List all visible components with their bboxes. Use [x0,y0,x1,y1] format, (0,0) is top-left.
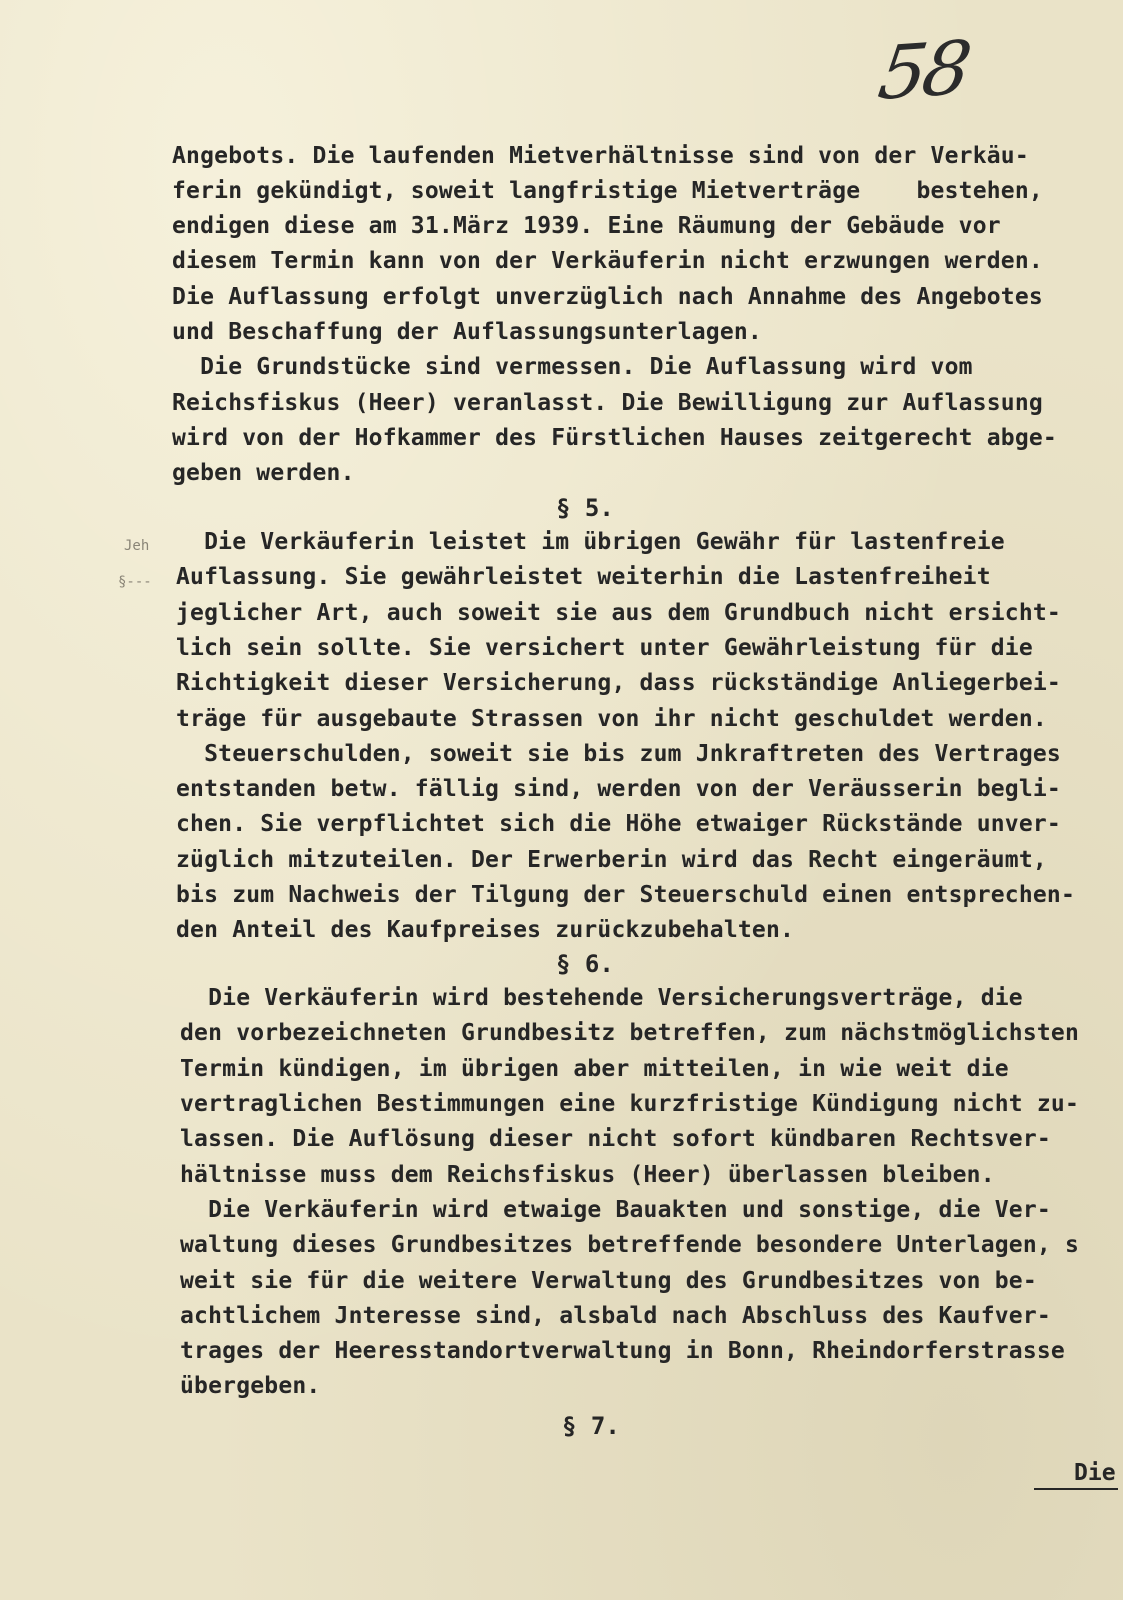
text-line: diesem Termin kann von der Verkäuferin nicht erzwungen werden. [172,248,1043,274]
text-line: den vorbezeichneten Grundbesitz betreffen, zum nächstmöglichsten [180,1020,1080,1046]
section-heading-6: § 6. [556,950,614,978]
section-heading-7: § 7. [562,1412,620,1440]
text-line: träge für ausgebaute Strassen von ihr nicht geschuldet werden. [176,706,1047,732]
text-line: Die Verkäuferin leistet im übrigen Gewähr für lastenfreie [176,529,1005,555]
text-line: jeglicher Art, auch soweit sie aus dem Grundbuch nicht ersicht- [176,600,1061,626]
text-line: Reichsfiskus (Heer) veranlasst. Die Bewilligung zur Auflassung [172,390,1043,416]
text-line: züglich mitzuteilen. Der Erwerberin wird das Recht eingeräumt, [176,847,1047,873]
text-line: Richtigkeit dieser Versicherung, dass rückständige Anliegerbei- [176,670,1061,696]
text-line: hältnisse muss dem Reichsfiskus (Heer) überlassen bleiben. [180,1162,995,1188]
text-line: übergeben. [180,1373,321,1399]
margin-mark: §--- [118,574,152,590]
text-line: wird von der Hofkammer des Fürstlichen Hauses zeitgerecht abge- [172,425,1057,451]
text-line: bis zum Nachweis der Tilgung der Steuerschuld einen entsprechen- [176,882,1076,908]
text-line: lich sein sollte. Sie versichert unter Gewährleistung für die [176,635,1033,661]
text-line: und Beschaffung der Auflassungsunterlagen. [172,319,762,345]
margin-mark: Jeh [124,538,150,554]
text-line: Die Auflassung erfolgt unverzüglich nach Annahme des Angebotes [172,284,1043,310]
text-line: achtlichem Jnteresse sind, alsbald nach Abschluss des Kaufver- [180,1303,1051,1329]
section-heading-5: § 5. [556,494,614,522]
text-line: entstanden betw. fällig sind, werden von der Veräusserin begli- [176,776,1061,802]
text-line: weit sie für die weitere Verwaltung des Grundbesitzes von be- [180,1268,1037,1294]
text-line: vertraglichen Bestimmungen eine kurzfristige Kündigung nicht zu- [180,1091,1080,1117]
text-line: Die Grundstücke sind vermessen. Die Auflassung wird vom [172,354,973,380]
text-line: chen. Sie verpflichtet sich die Höhe etwaiger Rückstände unver- [176,811,1061,837]
text-line: endigen diese am 31.März 1939. Eine Räumung der Gebäude vor [172,213,1001,239]
text-line: Auflassung. Sie gewährleistet weiterhin die Lastenfreiheit [176,564,991,590]
text-line: Termin kündigen, im übrigen aber mitteilen, in wie weit die [180,1056,1009,1082]
text-line: Angebots. Die laufenden Mietverhältnisse sind von der Verkäu- [172,143,1029,169]
text-line: Die Verkäuferin wird bestehende Versicherungsverträge, die [180,985,1023,1011]
text-line: waltung dieses Grundbesitzes betreffende besondere Unterlagen, s [180,1232,1080,1258]
text-line: den Anteil des Kaufpreises zurückzubehalten. [176,917,795,943]
text-line: Steuerschulden, soweit sie bis zum Jnkraftreten des Vertrages [176,741,1061,767]
catchword: Die [1034,1460,1118,1490]
text-line: trages der Heeresstandortverwaltung in Bonn, Rheindorferstrasse [180,1338,1065,1364]
text-line: Die Verkäuferin wird etwaige Bauakten und sonstige, die Ver- [180,1197,1051,1223]
text-line: geben werden. [172,460,355,486]
text-line: ferin gekündigt, soweit langfristige Mietverträge bestehen, [172,178,1043,204]
handwritten-page-number: 58 [873,25,973,117]
text-line: lassen. Die Auflösung dieser nicht sofort kündbaren Rechtsver- [180,1126,1051,1152]
